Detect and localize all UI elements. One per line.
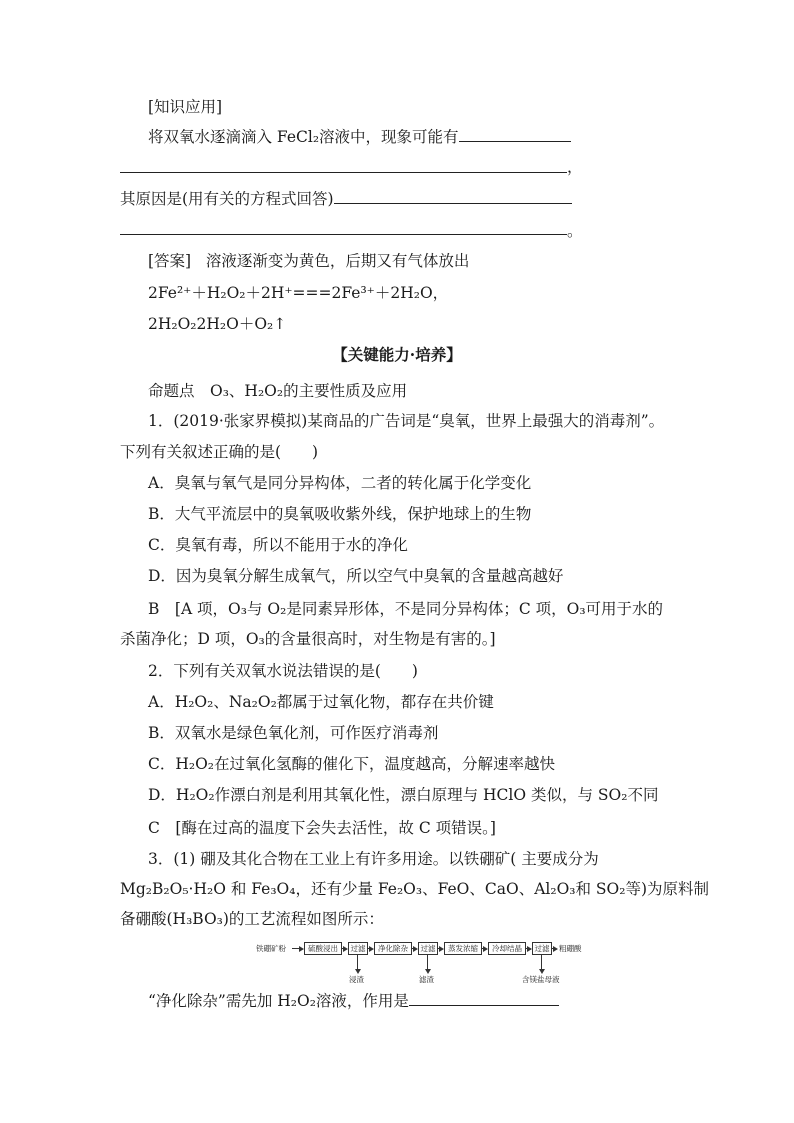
- process-flow-chart: [256, 940, 586, 985]
- q3-last-line: [148, 990, 559, 1012]
- flow-step-3: 净化除杂: [374, 942, 412, 955]
- flow-start-label: 铁硼矿粉: [256, 944, 286, 953]
- answer-text: 溶液逐渐变为黄色，后期又有气体放出: [205, 252, 470, 270]
- q1-option-d: D．因为臭氧分解生成氧气，所以空气中臭氧的含量越高越好: [148, 567, 564, 585]
- q3-line-1: 3．(1) 硼及其化合物在工业上有许多用途。以铁硼矿( 主要成分为: [148, 850, 599, 868]
- knowledge-heading: [知识应用]: [148, 98, 223, 116]
- equation-2: 2H₂O₂2H₂O＋O₂↑: [148, 315, 287, 333]
- flow-byproduct-2: 滤渣: [419, 975, 434, 984]
- reason-line: [120, 188, 572, 210]
- flow-step-5: 蒸发浓缩: [444, 942, 482, 955]
- q2-answer: C [酶在过高的温度下会失去活性，故 C 项错误。]: [148, 819, 496, 837]
- answer-label: [答案]: [148, 252, 192, 270]
- comma: ，: [567, 158, 583, 176]
- q1-answer-2: 杀菌净化；D 项，O₃的含量很高时，对生物是有害的。]: [120, 630, 496, 648]
- q3-last-text: “净化除杂”需先加 H₂O₂溶液，作用是: [148, 992, 409, 1010]
- q3-line-2: Mg₂B₂O₅·H₂O 和 Fe₃O₄，还有少量 Fe₂O₃、FeO、CaO、Al₂O₃和 SO₂等)为原料制: [120, 880, 710, 898]
- q2-option-a: A．H₂O₂、Na₂O₂都属于过氧化物，都存在共价键: [148, 693, 494, 711]
- answer-blank-full[interactable]: [120, 172, 567, 173]
- flow-end-label: 粗硼酸: [559, 944, 582, 953]
- reason-text: 其原因是(用有关的方程式回答): [120, 190, 334, 208]
- section-title: 【关键能力·培养】: [332, 345, 462, 364]
- q1-stem-1: 1．(2019·张家界模拟)某商品的广告词是“臭氧，世界上最强大的消毒剂”。: [148, 412, 665, 430]
- q1-option-c: C．臭氧有毒，所以不能用于水的净化: [148, 536, 408, 554]
- question-line: [148, 126, 571, 148]
- equation-1: 2Fe²⁺＋H₂O₂＋2H⁺===2Fe³⁺＋2H₂O，: [148, 284, 449, 302]
- flow-byproduct-3: 含镁盐母液: [522, 975, 560, 984]
- q3-answer-blank[interactable]: [409, 991, 559, 1006]
- answer-line: [148, 250, 469, 272]
- q2-option-c: C．H₂O₂在过氧化氢酶的催化下，温度越高，分解速率越快: [148, 755, 556, 773]
- answer-blank[interactable]: [459, 127, 571, 142]
- q2-stem: 2．下列有关双氧水说法错误的是( ): [148, 662, 418, 680]
- topic-text: 命题点 O₃、H₂O₂的主要性质及应用: [148, 382, 408, 400]
- flow-step-1: 硫酸浸出: [304, 942, 342, 955]
- reason-blank[interactable]: [334, 189, 572, 204]
- flow-arrow-head: [553, 946, 558, 952]
- q1-option-b: B．大气平流层中的臭氧吸收紫外线，保护地球上的生物: [148, 505, 532, 523]
- q3-line-3: 备硼酸(H₃BO₃)的工艺流程如图所示：: [120, 910, 384, 928]
- period: 。: [567, 222, 583, 240]
- q1-answer-1: B [A 项，O₃与 O₂是同素异形体，不是同分异构体；C 项，O₃可用于水的: [148, 600, 664, 618]
- flow-step-2: 过滤: [348, 942, 368, 955]
- q2-option-d: D．H₂O₂作漂白剂是利用其氧化性，漂白原理与 HClO 类似，与 SO₂不同: [148, 786, 659, 804]
- topic-line: [148, 380, 407, 402]
- q1-option-a: A．臭氧与氧气是同分异构体，二者的转化属于化学变化: [148, 474, 532, 492]
- q1-stem-2: 下列有关叙述正确的是( ): [120, 443, 319, 461]
- question-text: 将双氧水逐滴滴入 FeCl₂溶液中，现象可能有: [148, 128, 459, 146]
- reason-blank-full[interactable]: [120, 234, 567, 235]
- flow-step-4: 过滤: [418, 942, 438, 955]
- q2-option-b: B．双氧水是绿色氧化剂，可作医疗消毒剂: [148, 724, 439, 742]
- flow-step-7: 过滤: [532, 942, 552, 955]
- flow-step-6: 冷却结晶: [488, 942, 526, 955]
- flow-byproduct-1: 浸渣: [349, 975, 364, 984]
